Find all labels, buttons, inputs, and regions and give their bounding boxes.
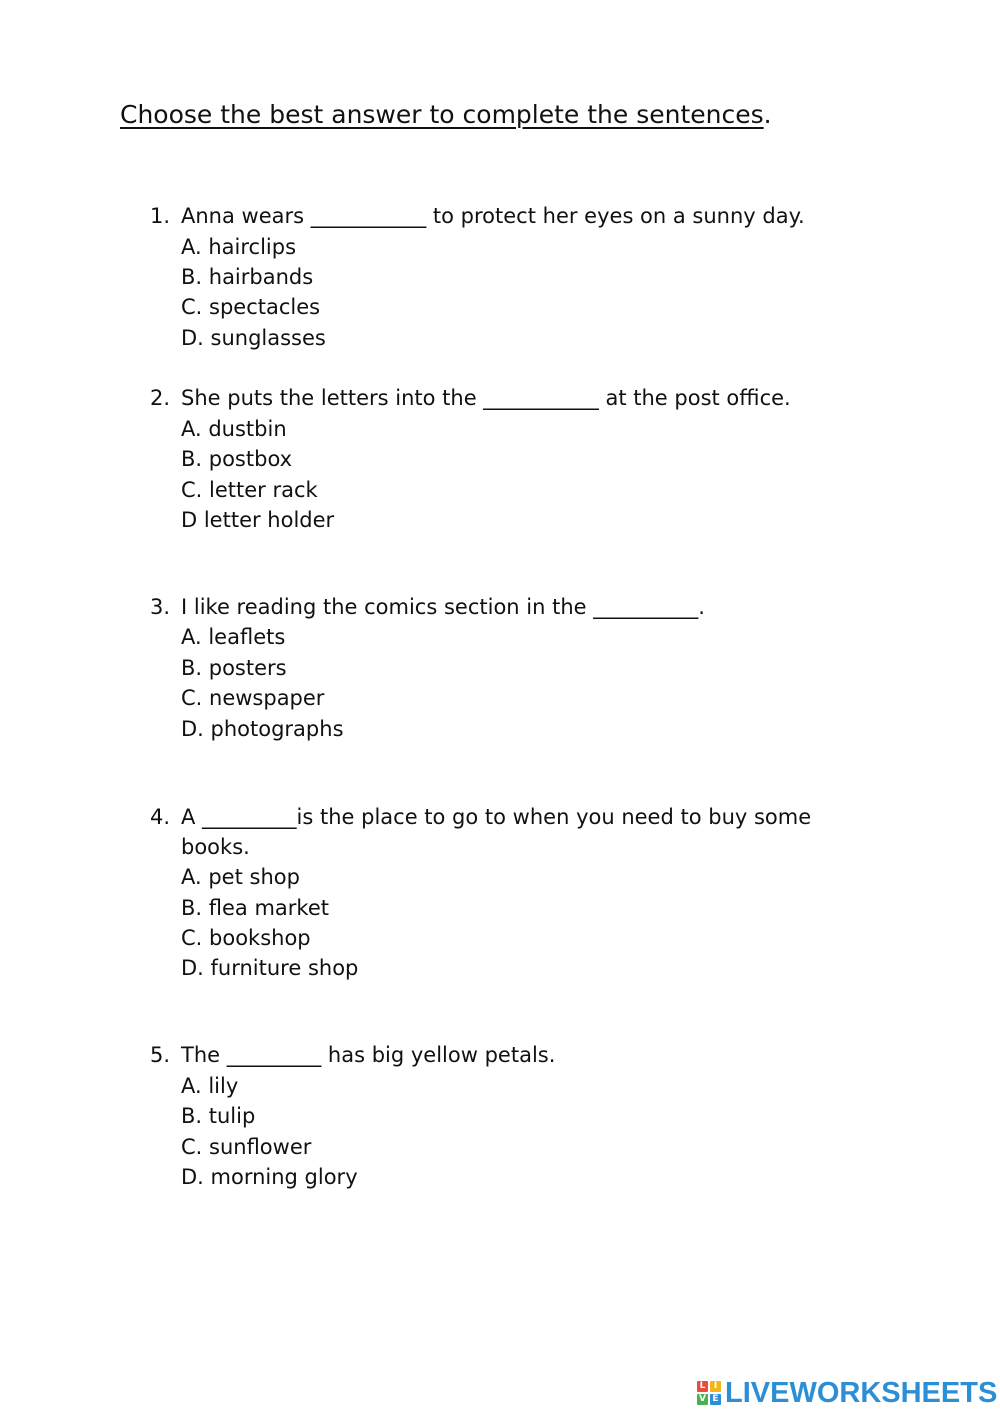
option-d: D. furniture shop — [181, 956, 359, 980]
liveworksheets-logo — [697, 1376, 997, 1410]
logo-mark-icon — [697, 1381, 721, 1405]
question-number: 4. — [150, 805, 171, 829]
question-text: Anna wears ___________ to protect her eyes on a sunny day. — [181, 204, 805, 228]
option-a: A. hairclips — [181, 235, 297, 259]
question-text: The _________ has big yellow petals. — [181, 1043, 556, 1067]
title-text: Choose the best answer to complete the sentences — [120, 100, 764, 129]
question-text: A _________is the place to go to when you need to buy some — [181, 805, 812, 829]
option-b: B. postbox — [181, 447, 293, 471]
option-d: D. sunglasses — [181, 326, 326, 350]
logo-text: LIVEWORKSHEETS — [725, 1376, 998, 1409]
option-d: D. photographs — [181, 717, 344, 741]
logo-mark-letter: V — [697, 1394, 708, 1405]
option-a: A. dustbin — [181, 417, 287, 441]
question-number: 2. — [150, 386, 171, 410]
option-c: C. letter rack — [181, 478, 318, 502]
option-c: C. sunflower — [181, 1135, 312, 1159]
option-c: C. spectacles — [181, 295, 321, 319]
logo-mark-letter: I — [710, 1381, 721, 1392]
option-a: A. leaflets — [181, 625, 286, 649]
logo-mark-letter: E — [710, 1394, 721, 1405]
option-d: D. morning glory — [181, 1165, 358, 1189]
option-b: B. tulip — [181, 1104, 256, 1128]
option-b: B. hairbands — [181, 265, 314, 289]
option-d: D letter holder — [181, 508, 335, 532]
title-period: . — [763, 100, 772, 129]
question-text: I like reading the comics section in the __________. — [181, 595, 705, 619]
question-text: She puts the letters into the ___________ at the post office. — [181, 386, 791, 410]
option-c: C. bookshop — [181, 926, 311, 950]
option-c: C. newspaper — [181, 686, 325, 710]
option-a: A. lily — [181, 1074, 239, 1098]
option-a: A. pet shop — [181, 865, 300, 889]
question-number: 1. — [150, 204, 171, 228]
question-number: 5. — [150, 1043, 171, 1067]
question-text-continued: books. — [181, 835, 250, 859]
option-b: B. flea market — [181, 896, 329, 920]
logo-mark-letter: L — [697, 1381, 708, 1392]
option-b: B. posters — [181, 656, 287, 680]
worksheet-title — [120, 100, 772, 129]
question-number: 3. — [150, 595, 171, 619]
